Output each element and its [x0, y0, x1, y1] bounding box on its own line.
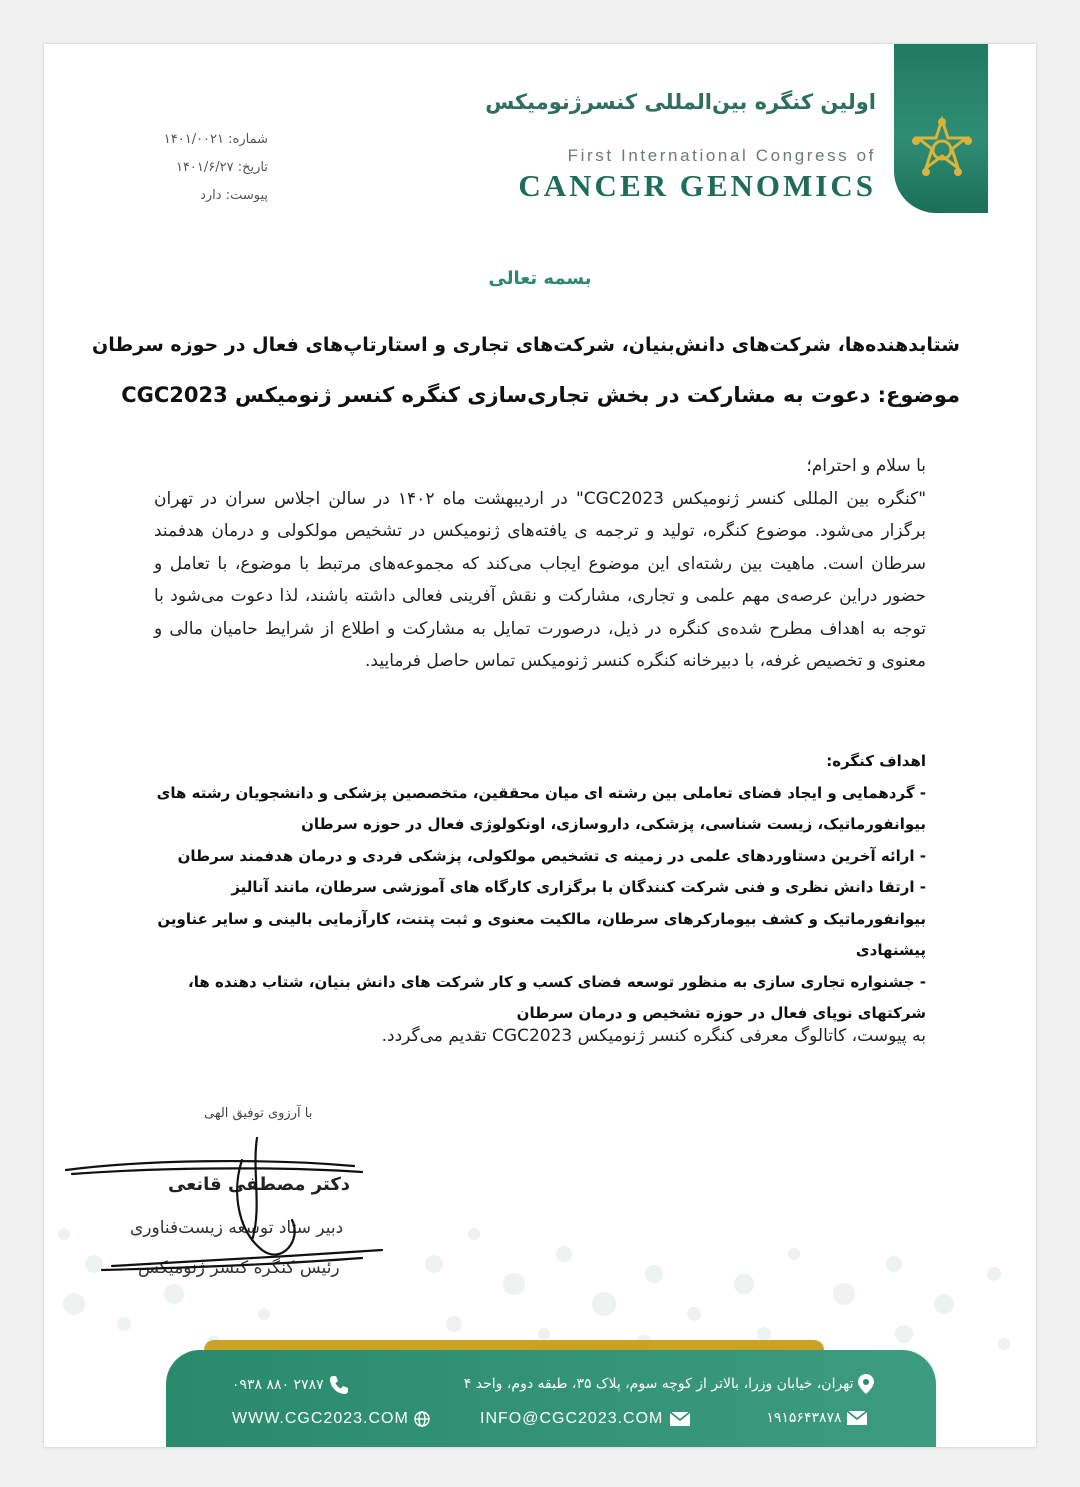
congress-emblem-icon [906, 114, 978, 186]
closing-line: به پیوست، کاتالوگ معرفی کنگره کنسر ژنومیکس CGC2023 تقدیم می‌گردد. [381, 1026, 926, 1046]
goals-title: اهداف کنگره: [826, 752, 926, 770]
brand-title-fa: اولین کنگره بین‌المللی کنسرژنومیکس [485, 90, 876, 114]
footer-website[interactable] [232, 1410, 430, 1428]
postal-code-text: ۱۹۱۵۶۴۳۸۷۸ [766, 1410, 842, 1426]
letter-attachment: پیوست: دارد [200, 188, 268, 203]
signer-title-1: دبیر ستاد توسعه زیست‌فناوری [130, 1218, 344, 1238]
goal-item: - ارائه آخرین دستاوردهای علمی در زمینه ی تشخیص مولکولی، پزشکی فردی و درمان هدفمند سرطان [177, 846, 926, 865]
letter-page [44, 44, 1036, 1447]
footer-address [464, 1374, 874, 1394]
footer-postal [766, 1410, 868, 1426]
mail-icon [846, 1410, 868, 1426]
signer-title-2: رئیس کنگره کنسر ژنومیکس [138, 1258, 340, 1278]
website-link[interactable]: WWW.CGC2023.COM [232, 1410, 409, 1427]
email-link[interactable]: INFO@CGC2023.COM [480, 1410, 664, 1427]
brand-subtitle-en: First International Congress of [567, 146, 876, 165]
globe-icon [414, 1411, 430, 1427]
signer-name: دکتر مصطفی قانعی [168, 1174, 351, 1195]
goals-section [154, 746, 926, 1030]
logo-badge [894, 44, 988, 213]
goal-item: - گردهمایی و ایجاد فضای تعاملی بین رشته ای میان محققین، متخصصین پزشکی و دانشجویان رشته های بیوانفورماتیک، زیست شناسی، پزشکی، داروسازی، اونکولوژی فعال در حوزه سرطان [156, 783, 926, 833]
letter-meta [152, 126, 268, 210]
location-pin-icon [858, 1374, 874, 1394]
handwritten-signature [62, 1130, 392, 1280]
envelope-icon [669, 1411, 691, 1427]
address-text: تهران، خیابان وزرا، بالاتر از کوچه سوم، پلاک ۳۵، طبقه دوم، واحد ۴ [463, 1376, 854, 1392]
greeting: با سلام و احترام؛ [806, 456, 926, 476]
closing-wish: با آرزوی توفیق الهی [204, 1106, 313, 1121]
brand-title-en: CANCER GENOMICS [518, 168, 876, 203]
recipients: شتابدهنده‌ها، شرکت‌های دانش‌بنیان، شرکت‌های تجاری و استارتاپ‌های فعال در حوزه سرطان [92, 334, 960, 356]
goal-item: - جشنواره تجاری سازی به منظور توسعه فضای کسب و کار شرکت های دانش بنیان، شتاب دهنده ها، شرکتهای نوپای فعال در حوزه تشخیص و درمان سرطان [188, 972, 926, 1022]
phone-text: ۰۹۳۸ ۸۸۰ ۲۷۸۷ [232, 1377, 324, 1393]
letter-body [154, 450, 926, 678]
footer-phone [232, 1374, 350, 1396]
subject-line: موضوع: دعوت به مشارکت در بخش تجاری‌سازی کنگره کنسر ژنومیکس CGC2023 [121, 383, 960, 407]
goal-item: - ارتقا دانش نظری و فنی شرکت کنندگان با برگزاری کارگاه های آموزشی سرطان، مانند آنالیز بیوانفورماتیک و کشف بیومارکرهای سرطان، مالکیت معنوی و ثبت پتنت، کارآزمایی بالینی و سایر عناوین پیشنهادی [157, 878, 926, 959]
footer-accent-bar [204, 1340, 824, 1350]
phone-icon [328, 1374, 350, 1396]
basmala: بسمه تعالی [488, 268, 592, 289]
letter-date: تاریخ: ۱۴۰۱/۶/۲۷ [175, 160, 268, 175]
footer-contact-bar [166, 1350, 936, 1447]
body-paragraph: "کنگره بین المللی کنسر ژنومیکس CGC2023" در اردیبهشت ماه ۱۴۰۲ در سالن اجلاس سران در تهران برگزار می‌شود. موضوع کنگره، تولید و ترجمه ی یافته‌های ژنومیکس در تشخیص مولکولی و درمان هدفمند سرطان است. ماهیت بین رشته‌ای این موضوع ایجاب می‌کند که مجموعه‌های مرتبط با موضوع، با تعامل و حضور دراین عرصه‌ی مهم علمی و تجاری، مشارکت و نقش آفرینی فعالی داشته باشند، لذا دعوت می‌شود با توجه به اهداف مطرح شده‌ی کنگره در ذیل، درصورت تمایل به مشارکت و اطلاع از شرایط حامیان مالی و معنوی و تخصیص غرفه، با دبیرخانه کنگره کنسر ژنومیکس تماس حاصل فرمایید. [154, 488, 927, 671]
footer-email[interactable] [480, 1410, 691, 1428]
letter-number: شماره: ۱۴۰۱/۰۰۲۱ [163, 132, 268, 147]
